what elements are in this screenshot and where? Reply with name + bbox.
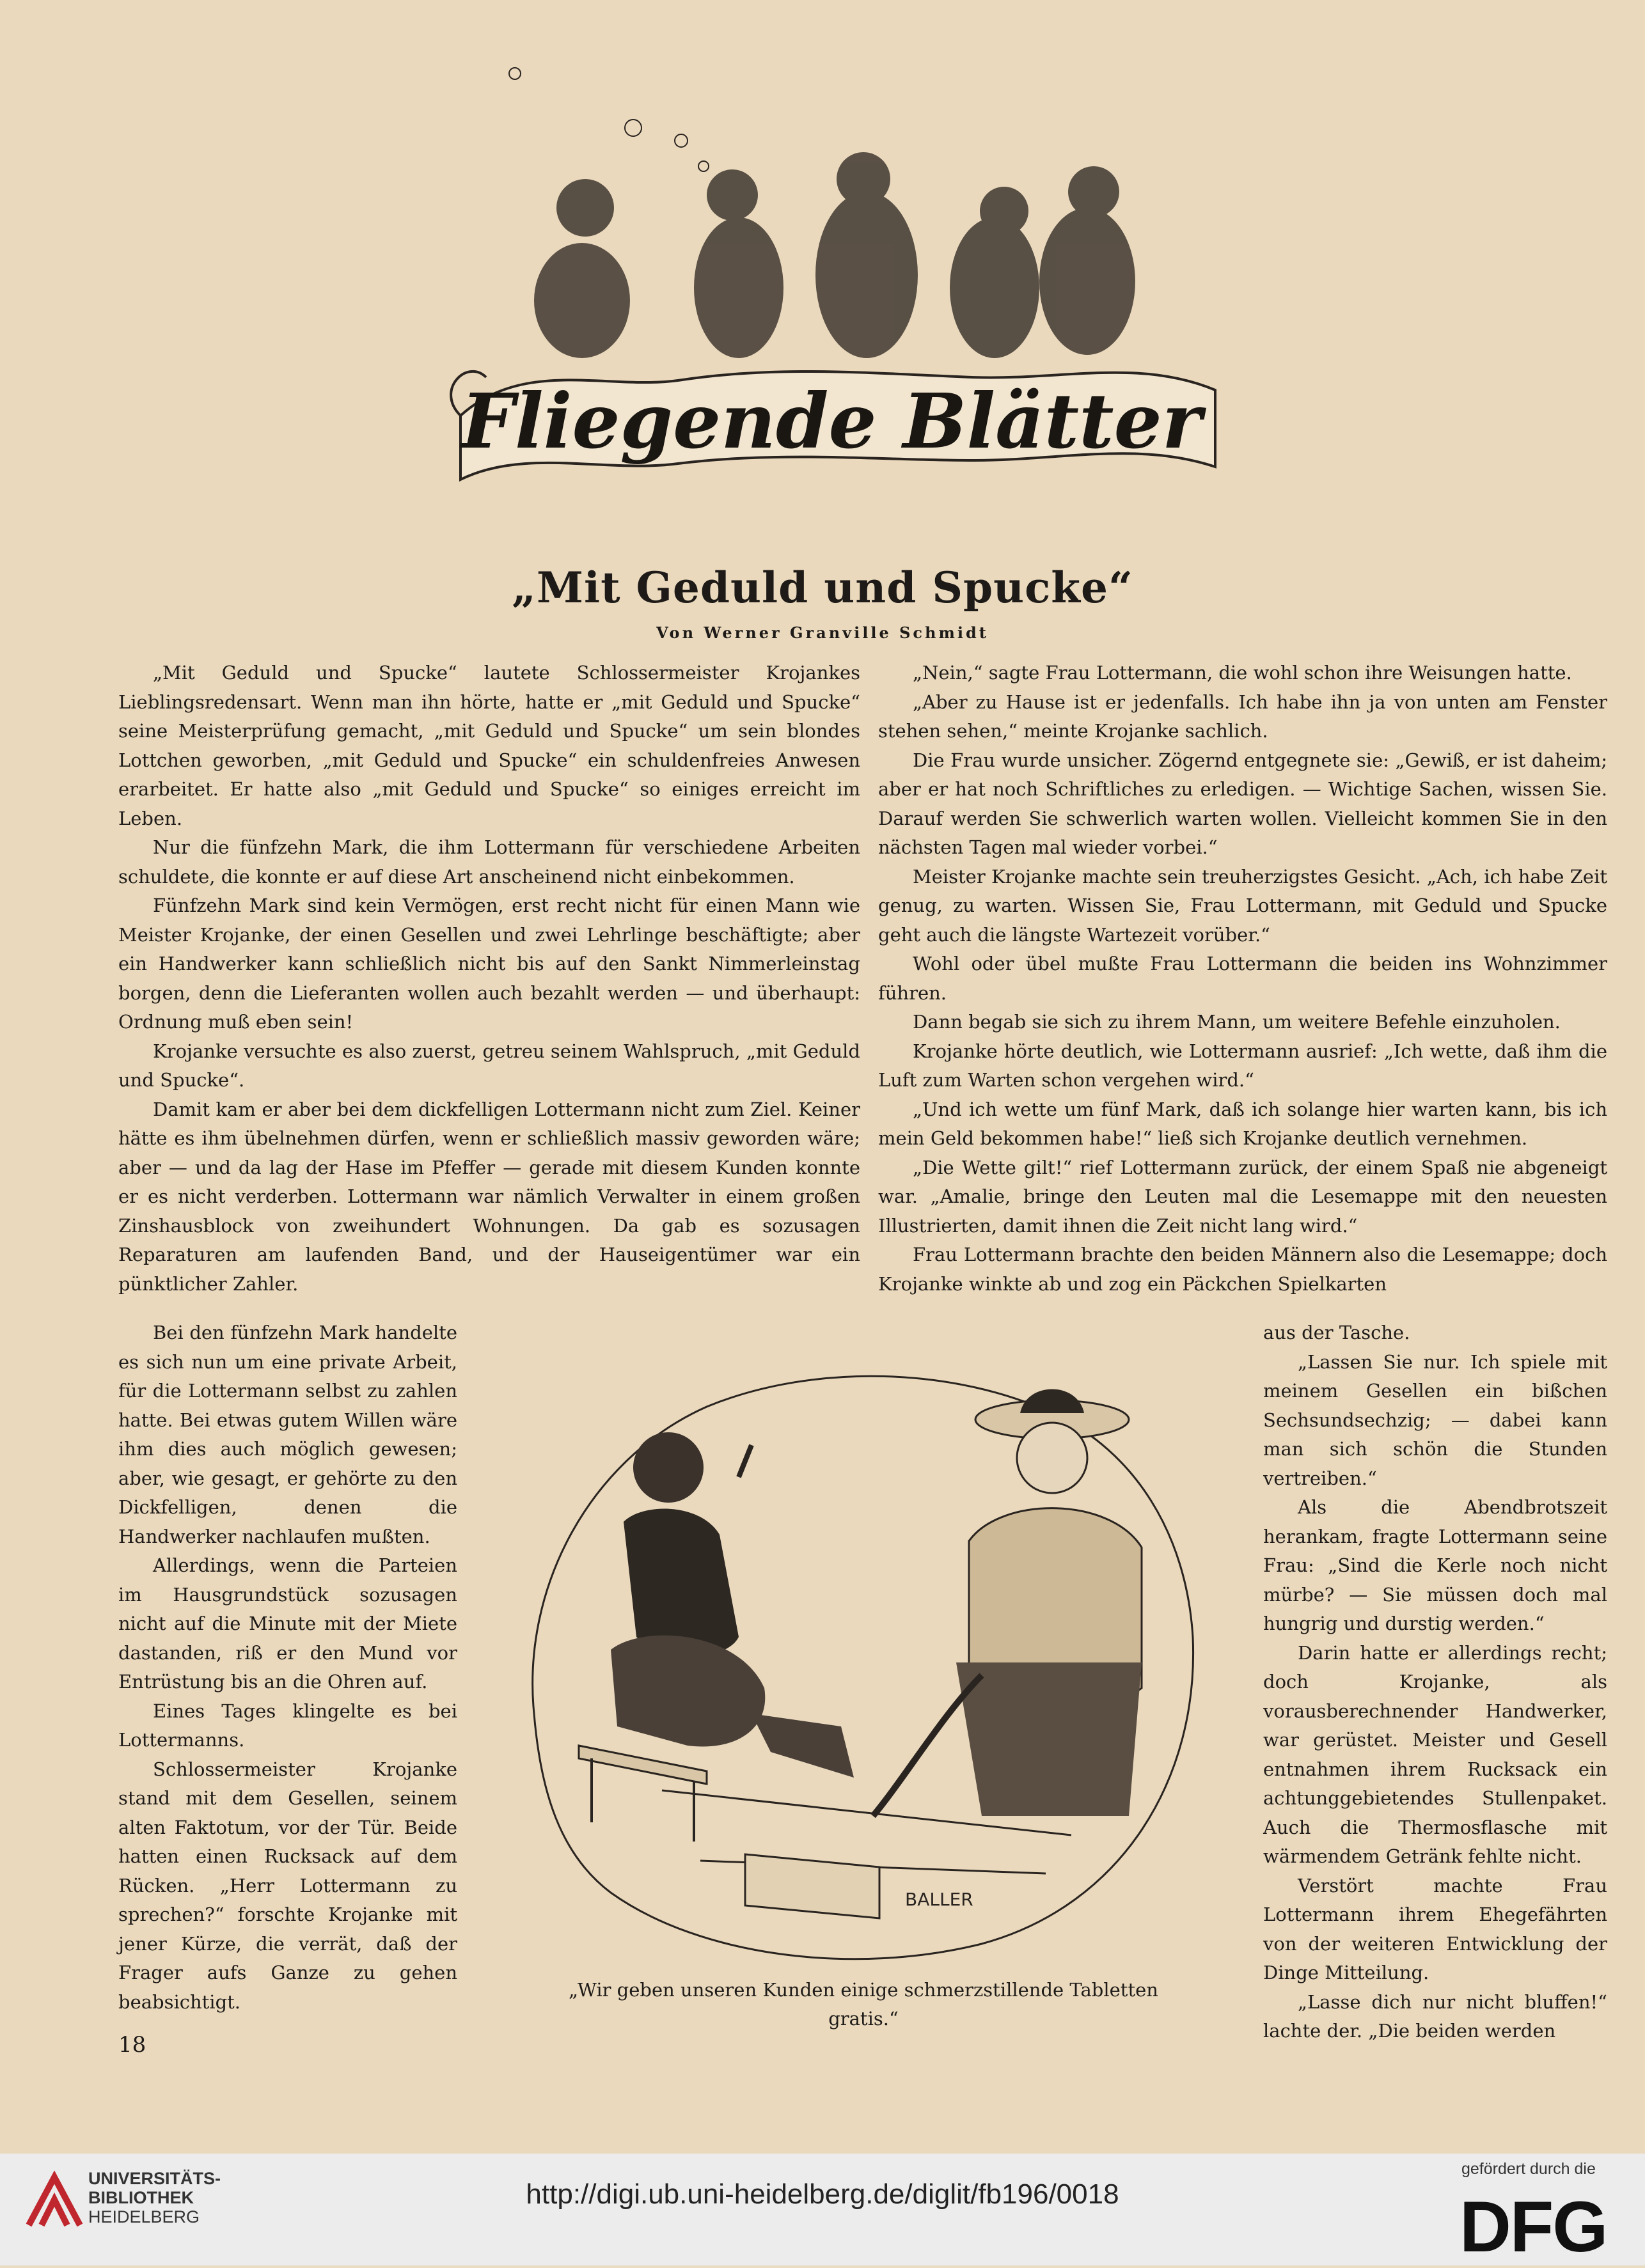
paragraph: Krojanke hörte deutlich, wie Lottermann ausrief: „Ich wette, daß ihm die Luft zum Warten schon vergehen wird.“: [878, 1040, 1607, 1091]
left-column-bottom: [118, 1318, 457, 2017]
paragraph: Verstört machte Frau Lottermann ihrem Ehegefährten von der weiteren Entwicklung der Dinge Mitteilung.: [1263, 1874, 1607, 1983]
paragraph: Fünfzehn Mark sind kein Vermögen, erst recht nicht für einen Mann wie Meister Krojanke, der einen Gesellen und zwei Lehrlinge beschäftigte; aber ein Handwerker kann schließlich nicht bis auf den Sankt Nimmerleinstag borgen, denn die Lieferanten wollen auch bezahlt werden — und überhaupt: Ordnung muß eben sein!: [118, 895, 860, 1033]
right-column-top: [878, 659, 1607, 1299]
dfg-logo[interactable]: DFG: [1460, 2187, 1607, 2267]
paragraph: Eines Tages klingelte es bei Lottermanns.: [118, 1700, 457, 1751]
paragraph: Meister Krojanke machte sein treuherzigstes Gesicht. „Ach, ich habe Zeit genug, zu warten. Wissen Sie, Frau Lottermann, mit Geduld und Spucke geht auch die längste Wartezeit vorüber.“: [878, 865, 1607, 946]
digital-copy-url-link[interactable]: http://digi.ub.uni-heidelberg.de/diglit/fb196/0018: [526, 2178, 1119, 2210]
paragraph: „Mit Geduld und Spucke“ lautete Schlossermeister Krojankes Lieblingsredensart. Wenn man ihn hörte, hatte er „mit Geduld und Spucke“ seine Meisterprüfung gemacht, „mit Geduld und Spucke“ um sein blondes Lottchen geworben, „mit Geduld und Spucke“ ein schuldenfreies Anwesen erarbeitet. Er hatte also „mit Geduld und Spucke“ so einiges erreicht im Leben.: [118, 662, 860, 829]
article-byline: Von Werner Granville Schmidt: [656, 623, 989, 642]
masthead-drawing: [448, 58, 1228, 505]
left-column-top: [118, 659, 860, 1299]
paragraph: Wohl oder übel mußte Frau Lottermann die beiden ins Wohnzimmer führen.: [878, 953, 1607, 1004]
cartoon-drawing: [496, 1330, 1206, 1963]
paragraph: Allerdings, wenn die Parteien im Hausgrundstück sozusagen nicht auf die Minute mit der Miete dastanden, riß er den Mund vor Entrüstung bis an die Ohren auf.: [118, 1554, 457, 1693]
paragraph: Bei den fünfzehn Mark handelte es sich nun um eine private Arbeit, für die Lottermann selbst zu zahlen hatte. Bei etwas gutem Willen wäre ihm dies auch möglich gewesen; aber, wie gesagt, er gehörte zu den Dickfelligen, denen die Handwerker nachlaufen mußten.: [118, 1322, 457, 1547]
paragraph-continuation: aus der Tasche.: [1263, 1322, 1410, 1343]
paragraph: „Nein,“ sagte Frau Lottermann, die wohl schon ihre Weisungen hatte.: [913, 662, 1572, 684]
paragraph: Dann begab sie sich zu ihrem Mann, um weitere Befehle einzuholen.: [913, 1011, 1561, 1033]
paragraph: Die Frau wurde unsicher. Zögernd entgegnete sie: „Gewiß, er ist daheim; aber er hat noch Schriftliches zu erledigen. — Wichtige Sachen, wissen Sie. Darauf werden Sie schwerlich warten wollen. Vielleicht kommen Sie in den nächsten Tagen mal wieder vorbei.“: [878, 749, 1607, 858]
paragraph: Nur die fünfzehn Mark, die ihm Lottermann für verschiedene Arbeiten schuldete, die konnte er auf diese Art anscheinend nicht einbekommen.: [118, 836, 860, 888]
illustration-caption: „Wir geben unseren Kunden einige schmerzstillende Tabletten gratis.“: [569, 1979, 1158, 2029]
funding-label: gefördert durch die: [1461, 2160, 1596, 2178]
paragraph: „Die Wette gilt!“ rief Lottermann zurück, der einem Spaß nie abgeneigt war. „Amalie, bringe den Leuten mal die Lesemappe mit den neuesten Illustrierten, damit ihnen die Zeit nicht lang wird.“: [878, 1156, 1607, 1237]
library-name-line: HEIDELBERG: [88, 2207, 200, 2226]
library-name-line: UNIVERSITÄTS-: [88, 2169, 221, 2188]
masthead-title: Fliegende Blätter: [461, 377, 1202, 465]
paragraph: „Lasse dich nur nicht bluffen!“ lachte der. „Die beiden werden: [1263, 1990, 1607, 2042]
library-name-line: BIBLIOTHEK: [88, 2188, 194, 2207]
paragraph: Damit kam er aber bei dem dickfelligen Lottermann nicht zum Ziel. Keiner hätte es ihm übelnehmen dürfen, wenn er schließlich massiv geworden wäre; aber — und da lag der Hase im Pfeffer — gerade mit diesem Kunden konnte er es nicht verderben. Lottermann war nämlich Verwalter in einem großen Zinshausblock von zweihundert Wohnungen. Da gab es sozusagen Reparaturen am laufenden Band, und der Hauseigentümer war ein pünktlicher Zahler.: [118, 1098, 860, 1295]
paragraph: Frau Lottermann brachte den beiden Männern also die Lesemappe; doch Krojanke winkte ab und zog ein Päckchen Spielkarten: [878, 1244, 1607, 1295]
article-title: „Mit Geduld und Spucke“: [511, 563, 1133, 613]
masthead-illustration: [448, 58, 1228, 505]
paragraph: „Aber zu Hause ist er jedenfalls. Ich habe ihn ja von unten am Fenster stehen sehen,“ meinte Krojanke sachlich.: [878, 691, 1607, 742]
paragraph: Krojanke versuchte es also zuerst, getreu seinem Wahlspruch, „mit Geduld und Spucke“.: [118, 1040, 860, 1091]
paragraph: Als die Abendbrotszeit herankam, fragte Lottermann seine Frau: „Sind die Kerle noch nicht mürbe? — Sie müssen doch mal hungrig und durstig werden.“: [1263, 1496, 1607, 1634]
page-number: 18: [118, 2032, 146, 2058]
cartoon-illustration: [496, 1330, 1206, 1963]
paragraph: Darin hatte er allerdings recht; doch Krojanke, als vorausberechnender Handwerker, war gerüstet. Meister und Gesell entnahmen ihrem Rucksack ein achtunggebietendes Stullenpaket. Auch die Thermosflasche mit wärmendem Getränk fehlte nicht.: [1263, 1641, 1607, 1867]
paragraph: Schlossermeister Krojanke stand mit dem Gesellen, seinem alten Faktotum, vor der Tür. Beide hatten einen Rucksack auf dem Rücken. „Herr Lottermann zu sprechen?“ forschte Krojanke mit jener Kürze, die verrät, daß der Frager aufs Ganze zu gehen beabsichtigt.: [118, 1758, 457, 2013]
illustrator-signature: BALLER: [905, 1889, 973, 1910]
paragraph: „Lassen Sie nur. Ich spiele mit meinem Gesellen ein bißchen Sechsundsechzig; — dabei kann man sich schön die Stunden vertreiben.“: [1263, 1350, 1607, 1489]
right-column-bottom: [1263, 1318, 1607, 2046]
paragraph: „Und ich wette um fünf Mark, daß ich solange hier warten kann, bis ich mein Geld bekommen habe!“ ließ sich Krojanke deutlich vernehmen.: [878, 1098, 1607, 1149]
